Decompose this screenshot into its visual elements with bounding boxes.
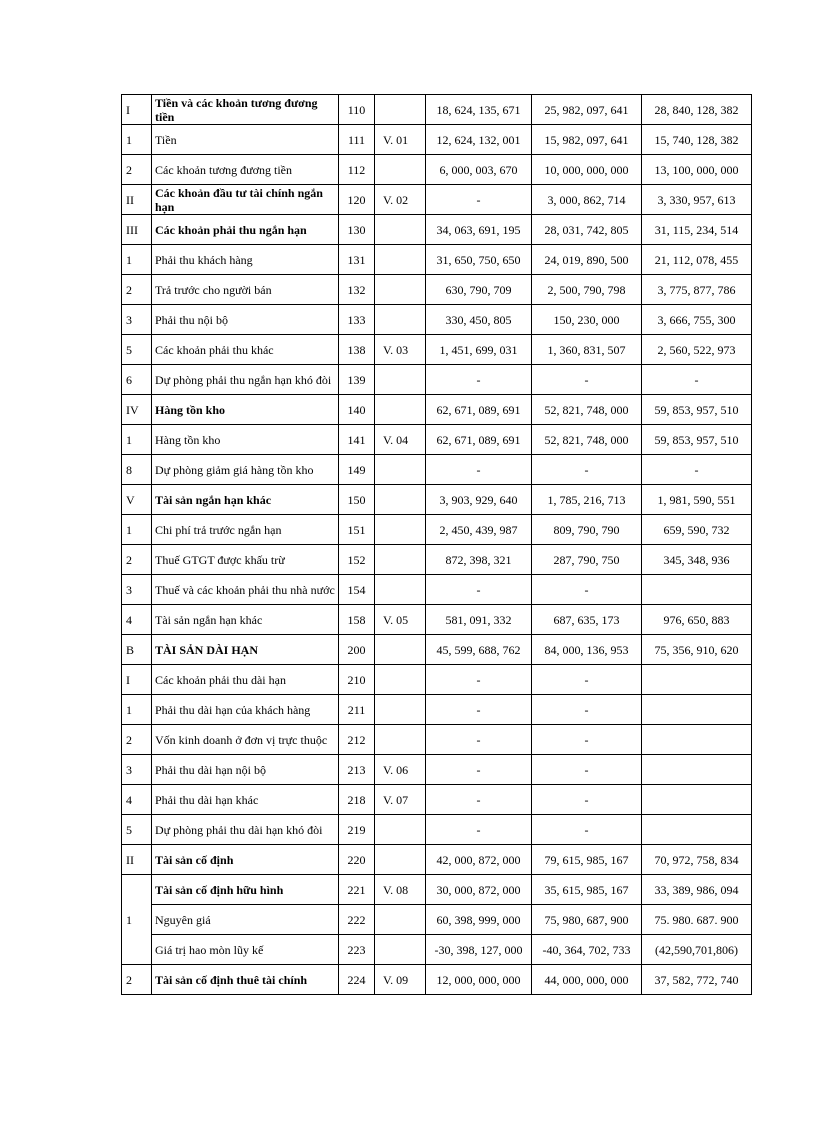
row-label: Nguyên giá: [152, 905, 339, 935]
row-value-1: 60, 398, 999, 000: [426, 905, 532, 935]
row-code: 149: [339, 455, 375, 485]
row-value-2: -: [532, 665, 642, 695]
table-row: [122, 695, 752, 725]
row-value-2: 84, 000, 136, 953: [532, 635, 642, 665]
table-row: [122, 785, 752, 815]
row-value-1: 34, 063, 691, 195: [426, 215, 532, 245]
table-row: [122, 815, 752, 845]
row-code: 222: [339, 905, 375, 935]
row-value-2: -40, 364, 702, 733: [532, 935, 642, 965]
row-code: 150: [339, 485, 375, 515]
row-label: Các khoản phải thu ngắn hạn: [152, 215, 339, 245]
row-value-1: -: [426, 815, 532, 845]
row-value-1: -: [426, 785, 532, 815]
row-index: 3: [122, 755, 152, 785]
table-row: [122, 425, 752, 455]
table-row: [122, 245, 752, 275]
row-note: [375, 515, 426, 545]
row-value-1: 12, 624, 132, 001: [426, 125, 532, 155]
row-note: V. 04: [375, 425, 426, 455]
row-index: 3: [122, 575, 152, 605]
row-index: 4: [122, 605, 152, 635]
row-value-3: [642, 665, 752, 695]
row-index: 1: [122, 125, 152, 155]
table-row: [122, 335, 752, 365]
row-value-2: 1, 360, 831, 507: [532, 335, 642, 365]
table-row: [122, 845, 752, 875]
row-index: III: [122, 215, 152, 245]
table-row: [122, 875, 752, 905]
row-note: [375, 365, 426, 395]
row-value-1: 31, 650, 750, 650: [426, 245, 532, 275]
row-value-2: -: [532, 755, 642, 785]
row-value-2: 10, 000, 000, 000: [532, 155, 642, 185]
row-label: Tiền: [152, 125, 339, 155]
row-note: V. 07: [375, 785, 426, 815]
row-code: 133: [339, 305, 375, 335]
row-value-3: [642, 695, 752, 725]
table-row: [122, 455, 752, 485]
row-value-2: -: [532, 455, 642, 485]
table-row: [122, 95, 752, 125]
row-value-1: -: [426, 575, 532, 605]
row-index: I: [122, 95, 152, 125]
row-value-2: 75, 980, 687, 900: [532, 905, 642, 935]
row-value-1: 62, 671, 089, 691: [426, 395, 532, 425]
row-label: Dự phòng phải thu ngắn hạn khó đòi: [152, 365, 339, 395]
row-value-1: -: [426, 665, 532, 695]
table-row: [122, 935, 752, 965]
row-label: Các khoản phải thu dài hạn: [152, 665, 339, 695]
row-value-2: 150, 230, 000: [532, 305, 642, 335]
row-value-2: -: [532, 725, 642, 755]
row-code: 139: [339, 365, 375, 395]
row-note: [375, 395, 426, 425]
row-value-1: 6, 000, 003, 670: [426, 155, 532, 185]
row-value-3: [642, 815, 752, 845]
row-index: 8: [122, 455, 152, 485]
row-value-2: 25, 982, 097, 641: [532, 95, 642, 125]
row-label: Phải thu dài hạn nội bộ: [152, 755, 339, 785]
row-value-3: 1, 981, 590, 551: [642, 485, 752, 515]
row-value-3: 3, 330, 957, 613: [642, 185, 752, 215]
row-value-3: 75, 356, 910, 620: [642, 635, 752, 665]
row-index: 2: [122, 275, 152, 305]
row-code: 210: [339, 665, 375, 695]
row-code: 110: [339, 95, 375, 125]
row-index: 5: [122, 815, 152, 845]
row-value-1: 1, 451, 699, 031: [426, 335, 532, 365]
row-value-2: 1, 785, 216, 713: [532, 485, 642, 515]
balance-sheet-table: [121, 94, 752, 995]
row-note: V. 06: [375, 755, 426, 785]
row-value-1: 872, 398, 321: [426, 545, 532, 575]
row-value-2: 2, 500, 790, 798: [532, 275, 642, 305]
table-row: [122, 305, 752, 335]
table-row: [122, 545, 752, 575]
row-label: Hàng tồn kho: [152, 425, 339, 455]
row-index: 1: [122, 245, 152, 275]
row-value-3: 75. 980. 687. 900: [642, 905, 752, 935]
row-note: [375, 635, 426, 665]
row-note: V. 09: [375, 965, 426, 995]
row-value-3: [642, 755, 752, 785]
row-value-3: 37, 582, 772, 740: [642, 965, 752, 995]
row-index: 1: [122, 695, 152, 725]
row-label: Tài sản ngắn hạn khác: [152, 485, 339, 515]
row-note: [375, 665, 426, 695]
row-index: 1: [122, 425, 152, 455]
row-value-2: 3, 000, 862, 714: [532, 185, 642, 215]
row-code: 213: [339, 755, 375, 785]
row-value-3: 15, 740, 128, 382: [642, 125, 752, 155]
row-label: Chi phí trả trước ngắn hạn: [152, 515, 339, 545]
row-value-3: 21, 112, 078, 455: [642, 245, 752, 275]
row-label: Hàng tồn kho: [152, 395, 339, 425]
row-index: 5: [122, 335, 152, 365]
row-note: V. 08: [375, 875, 426, 905]
row-value-1: 45, 599, 688, 762: [426, 635, 532, 665]
row-code: 151: [339, 515, 375, 545]
row-value-3: 13, 100, 000, 000: [642, 155, 752, 185]
row-code: 158: [339, 605, 375, 635]
table-row: [122, 965, 752, 995]
row-code: 224: [339, 965, 375, 995]
row-label: Vốn kinh doanh ở đơn vị trực thuộc: [152, 725, 339, 755]
row-label: Trả trước cho người bán: [152, 275, 339, 305]
table-row: [122, 365, 752, 395]
row-index: 6: [122, 365, 152, 395]
row-value-1: -: [426, 185, 532, 215]
row-index: 2: [122, 725, 152, 755]
row-note: V. 03: [375, 335, 426, 365]
row-value-1: 42, 000, 872, 000: [426, 845, 532, 875]
table-row: [122, 215, 752, 245]
table-row: [122, 275, 752, 305]
row-label: Tài sản ngắn hạn khác: [152, 605, 339, 635]
table-row: [122, 515, 752, 545]
row-label: Tài sản cố định thuê tài chính: [152, 965, 339, 995]
row-label: Giá trị hao mòn lũy kế: [152, 935, 339, 965]
row-value-2: 687, 635, 173: [532, 605, 642, 635]
row-note: [375, 545, 426, 575]
row-index: 3: [122, 305, 152, 335]
row-index: 4: [122, 785, 152, 815]
row-note: [375, 575, 426, 605]
row-code: 141: [339, 425, 375, 455]
row-value-2: 52, 821, 748, 000: [532, 395, 642, 425]
table-row: [122, 635, 752, 665]
row-note: [375, 485, 426, 515]
row-code: 218: [339, 785, 375, 815]
row-value-2: -: [532, 695, 642, 725]
row-code: 120: [339, 185, 375, 215]
row-value-3: 31, 115, 234, 514: [642, 215, 752, 245]
row-index: II: [122, 185, 152, 215]
row-value-2: -: [532, 815, 642, 845]
row-value-1: -: [426, 365, 532, 395]
row-note: [375, 215, 426, 245]
row-value-2: 28, 031, 742, 805: [532, 215, 642, 245]
row-value-2: 24, 019, 890, 500: [532, 245, 642, 275]
row-label: Tài sản cố định: [152, 845, 339, 875]
row-code: 154: [339, 575, 375, 605]
row-code: 212: [339, 725, 375, 755]
row-value-1: 630, 790, 709: [426, 275, 532, 305]
row-label: Phải thu khách hàng: [152, 245, 339, 275]
row-note: V. 01: [375, 125, 426, 155]
row-label: Phải thu nội bộ: [152, 305, 339, 335]
table-row: [122, 665, 752, 695]
row-index: 2: [122, 965, 152, 995]
row-note: [375, 725, 426, 755]
row-value-1: 62, 671, 089, 691: [426, 425, 532, 455]
row-value-1: 581, 091, 332: [426, 605, 532, 635]
row-label: Tài sản cố định hữu hình: [152, 875, 339, 905]
row-value-1: 30, 000, 872, 000: [426, 875, 532, 905]
row-value-3: -: [642, 455, 752, 485]
table-row: [122, 485, 752, 515]
row-index: IV: [122, 395, 152, 425]
row-code: 219: [339, 815, 375, 845]
table-row: [122, 155, 752, 185]
row-value-3: [642, 725, 752, 755]
row-label: TÀI SẢN DÀI HẠN: [152, 635, 339, 665]
row-index: II: [122, 845, 152, 875]
table-row: [122, 905, 752, 935]
row-value-1: 12, 000, 000, 000: [426, 965, 532, 995]
row-index: I: [122, 665, 152, 695]
row-label: Phải thu dài hạn khác: [152, 785, 339, 815]
table-row: [122, 755, 752, 785]
table-row: [122, 725, 752, 755]
row-label: Dự phòng giảm giá hàng tồn kho: [152, 455, 339, 485]
row-value-2: 35, 615, 985, 167: [532, 875, 642, 905]
table-row: [122, 185, 752, 215]
row-value-2: 15, 982, 097, 641: [532, 125, 642, 155]
table-row: [122, 575, 752, 605]
row-value-3: 2, 560, 522, 973: [642, 335, 752, 365]
row-note: [375, 935, 426, 965]
row-value-3: 28, 840, 128, 382: [642, 95, 752, 125]
table-row: [122, 605, 752, 635]
row-note: [375, 155, 426, 185]
row-value-1: 330, 450, 805: [426, 305, 532, 335]
row-value-3: 345, 348, 936: [642, 545, 752, 575]
row-value-1: -: [426, 755, 532, 785]
row-code: 112: [339, 155, 375, 185]
row-value-3: 70, 972, 758, 834: [642, 845, 752, 875]
row-index: 2: [122, 155, 152, 185]
row-index: B: [122, 635, 152, 665]
row-label: Các khoản tương đương tiền: [152, 155, 339, 185]
row-value-1: -30, 398, 127, 000: [426, 935, 532, 965]
row-value-2: -: [532, 575, 642, 605]
row-value-1: 18, 624, 135, 671: [426, 95, 532, 125]
row-label: Các khoản phải thu khác: [152, 335, 339, 365]
row-value-3: 59, 853, 957, 510: [642, 425, 752, 455]
row-label: Phải thu dài hạn của khách hàng: [152, 695, 339, 725]
row-note: [375, 245, 426, 275]
row-value-2: -: [532, 365, 642, 395]
row-note: [375, 455, 426, 485]
row-label: Thuế và các khoản phải thu nhà nước: [152, 575, 339, 605]
row-value-3: [642, 785, 752, 815]
row-value-2: 79, 615, 985, 167: [532, 845, 642, 875]
row-index: 1: [122, 875, 152, 965]
row-label: Dự phòng phải thu dài hạn khó đòi: [152, 815, 339, 845]
table-row: [122, 395, 752, 425]
row-value-3: 976, 650, 883: [642, 605, 752, 635]
row-code: 220: [339, 845, 375, 875]
row-note: [375, 95, 426, 125]
row-note: [375, 305, 426, 335]
row-label: Thuế GTGT được khấu trừ: [152, 545, 339, 575]
row-value-2: 809, 790, 790: [532, 515, 642, 545]
row-value-2: -: [532, 785, 642, 815]
row-value-3: 3, 775, 877, 786: [642, 275, 752, 305]
row-value-3: -: [642, 365, 752, 395]
row-value-3: 59, 853, 957, 510: [642, 395, 752, 425]
row-value-2: 52, 821, 748, 000: [532, 425, 642, 455]
row-note: [375, 905, 426, 935]
row-index: 2: [122, 545, 152, 575]
row-note: [375, 275, 426, 305]
row-value-2: 44, 000, 000, 000: [532, 965, 642, 995]
row-note: [375, 695, 426, 725]
row-index: V: [122, 485, 152, 515]
row-note: [375, 815, 426, 845]
row-label: Tiền và các khoản tương đương tiền: [152, 95, 339, 125]
row-code: 140: [339, 395, 375, 425]
row-value-3: (42,590,701,806): [642, 935, 752, 965]
row-label: Các khoản đầu tư tài chính ngắn hạn: [152, 185, 339, 215]
row-code: 221: [339, 875, 375, 905]
row-code: 138: [339, 335, 375, 365]
row-code: 200: [339, 635, 375, 665]
row-index: 1: [122, 515, 152, 545]
row-value-3: 3, 666, 755, 300: [642, 305, 752, 335]
row-value-3: [642, 575, 752, 605]
row-value-1: -: [426, 695, 532, 725]
row-code: 211: [339, 695, 375, 725]
row-code: 132: [339, 275, 375, 305]
row-value-2: 287, 790, 750: [532, 545, 642, 575]
row-code: 152: [339, 545, 375, 575]
row-value-3: 33, 389, 986, 094: [642, 875, 752, 905]
row-code: 130: [339, 215, 375, 245]
row-value-1: -: [426, 455, 532, 485]
row-value-3: 659, 590, 732: [642, 515, 752, 545]
row-value-1: -: [426, 725, 532, 755]
row-note: V. 05: [375, 605, 426, 635]
row-code: 131: [339, 245, 375, 275]
row-code: 223: [339, 935, 375, 965]
row-value-1: 3, 903, 929, 640: [426, 485, 532, 515]
table-row: [122, 125, 752, 155]
row-note: V. 02: [375, 185, 426, 215]
row-code: 111: [339, 125, 375, 155]
row-note: [375, 845, 426, 875]
row-value-1: 2, 450, 439, 987: [426, 515, 532, 545]
